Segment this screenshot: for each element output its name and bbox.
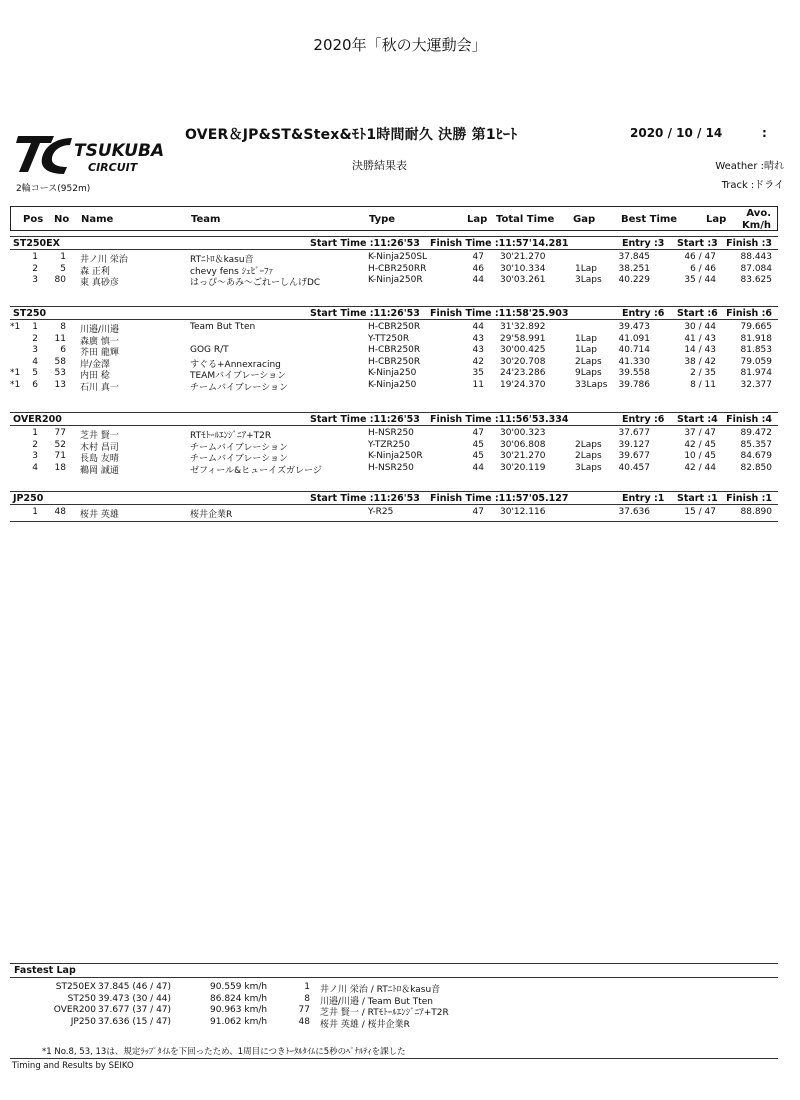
fastest-rider: 井ノ川 栄治 / RTﾆﾄﾛ＆kasu音 [320, 985, 441, 995]
table-row [10, 380, 778, 392]
cell-team: TEAMバイブレーション [190, 371, 287, 381]
cell-type: K-Ninja250SL [368, 252, 428, 262]
cell-pos: 3 [32, 451, 38, 461]
table-row [10, 357, 778, 369]
cell-pos: 2 [32, 263, 38, 274]
cell-gap: 9Laps [575, 368, 602, 378]
cell-no: 1 [60, 252, 66, 262]
cell-total-time: 30'03.261 [500, 275, 546, 285]
cell-best-lap: 41 / 43 [684, 333, 716, 344]
section-class-name: ST250 [13, 308, 47, 319]
cell-lap: 47 [472, 507, 484, 517]
cell-pos: 1 [32, 322, 38, 332]
event-date: 2020 / 10 / 14 [630, 126, 723, 140]
cell-type: H-CBR250R [368, 322, 421, 332]
cell-type: H-CBR250R [368, 345, 421, 355]
cell-avg-speed: 79.059 [740, 356, 772, 367]
cell-avg-speed: 85.357 [740, 439, 772, 450]
cell-lap: 43 [472, 333, 484, 344]
cell-best-lap: 14 / 43 [684, 345, 716, 355]
fastest-rider: 桜井 英雄 / 桜井企業R [320, 1019, 410, 1030]
cell-best-time: 41.330 [618, 356, 650, 367]
section-header [10, 236, 778, 250]
section-start-time: Start Time :11:26'53 [310, 493, 420, 504]
footer-divider [10, 1058, 778, 1059]
cell-total-time: 30'21.270 [500, 252, 546, 262]
cell-lap: 46 [472, 263, 484, 274]
cell-lap: 47 [472, 428, 484, 438]
cell-best-lap: 37 / 47 [684, 428, 716, 438]
section-class-name: JP250 [13, 493, 44, 504]
cell-type: H-CBR250RR [368, 263, 427, 274]
cell-no: 48 [54, 507, 66, 517]
section-header [10, 412, 778, 426]
cell-pos: 1 [32, 507, 38, 517]
cell-avg-speed: 79.665 [740, 322, 772, 332]
cell-total-time: 30'00.323 [500, 428, 546, 438]
cell-no: 80 [54, 275, 66, 285]
cell-lap: 45 [472, 439, 484, 450]
cell-pos: 4 [32, 462, 38, 473]
cell-total-time: 30'00.425 [500, 345, 546, 355]
cell-type: K-Ninja250R [368, 275, 423, 285]
section-start-time: Start Time :11:26'53 [310, 414, 420, 425]
cell-best-time: 40.229 [618, 275, 650, 285]
cell-total-time: 30'20.708 [500, 356, 546, 367]
cell-no: 53 [54, 368, 66, 378]
cell-total-time: 30'06.808 [500, 439, 546, 450]
section-finish-time: Finish Time :11:58'25.903 [430, 308, 569, 319]
cell-best-lap: 46 / 47 [684, 252, 716, 262]
cell-name: 芥田 龍輝 [80, 348, 119, 358]
cell-name: 鵜岡 誠通 [80, 465, 119, 476]
cell-name: 井ノ川 栄治 [80, 255, 128, 265]
section-start-time: Start Time :11:26'53 [310, 308, 420, 319]
fastest-no: 77 [298, 1005, 310, 1015]
fastest-speed: 91.062 km/h [210, 1016, 268, 1027]
fastest-rider: 芝井 賢一 / RTﾓﾄｰﾙｴﾝｼﾞﾆｱ+T2R [320, 1008, 449, 1018]
section-finish-count: Finish :1 [726, 493, 772, 504]
cell-best-lap: 35 / 44 [684, 275, 716, 285]
fastest-speed: 90.963 km/h [210, 1005, 268, 1015]
fastest-lap-row [10, 994, 778, 1006]
cell-best-time: 37.636 [618, 507, 650, 517]
col-no: No [54, 214, 70, 225]
cell-total-time: 19'24.370 [500, 379, 546, 390]
table-bottom-line [10, 521, 778, 522]
cell-pos: 6 [32, 379, 38, 390]
col-gap: Gap [573, 214, 596, 225]
date-colon: : [762, 126, 767, 140]
cell-avg-speed: 81.918 [740, 333, 772, 344]
col-name: Name [81, 214, 114, 225]
table-row [10, 428, 778, 440]
cell-best-time: 39.786 [618, 379, 650, 390]
cell-no: 8 [60, 322, 66, 332]
section-start-count: Start :3 [677, 238, 718, 249]
table-row [10, 345, 778, 357]
table-row [10, 368, 778, 380]
table-row [10, 440, 778, 452]
fastest-time: 39.473 (30 / 44) [98, 993, 172, 1004]
section-start-count: Start :4 [677, 414, 718, 425]
cell-pos: 5 [32, 368, 38, 378]
cell-team: 桜井企業R [190, 510, 233, 520]
section-finish-count: Finish :3 [726, 238, 772, 249]
section-entry-count: Entry :3 [622, 238, 665, 249]
table-row [10, 334, 778, 346]
cell-lap: 11 [472, 379, 484, 390]
section-finish-time: Finish Time :11:57'05.127 [430, 493, 569, 504]
fastest-lap-row [10, 982, 778, 994]
cell-no: 5 [60, 263, 66, 274]
fastest-class: JP250 [70, 1016, 96, 1027]
course-name: 2輪コース(952m) [16, 184, 91, 194]
col-best-lap: Lap [706, 214, 727, 225]
section-finish-count: Finish :6 [726, 308, 772, 319]
fastest-speed: 86.824 km/h [210, 993, 268, 1004]
cell-best-lap: 42 / 45 [684, 439, 716, 450]
track-info: Track :ドライ [721, 180, 784, 191]
cell-gap: 33Laps [575, 379, 608, 390]
timing-credit: Timing and Results by SEIKO [12, 1061, 134, 1071]
cell-name: 内田 稔 [80, 371, 110, 381]
cell-gap: 2Laps [575, 451, 602, 461]
cell-best-lap: 10 / 45 [684, 451, 716, 461]
cell-best-time: 38.251 [618, 263, 650, 274]
cell-type: H-NSR250 [368, 462, 414, 473]
fastest-lap-title: Fastest Lap [14, 965, 76, 976]
results-subtitle: 決勝結果表 [352, 159, 407, 172]
cell-best-time: 40.714 [618, 345, 650, 355]
cell-avg-speed: 81.974 [740, 368, 772, 378]
cell-best-time: 37.845 [618, 252, 650, 262]
cell-best-time: 40.457 [618, 462, 650, 473]
fastest-speed: 90.559 km/h [210, 982, 268, 992]
table-row [10, 252, 778, 264]
fastest-time: 37.636 (15 / 47) [98, 1016, 172, 1027]
cell-best-time: 39.677 [618, 451, 650, 461]
cell-pos: 2 [32, 439, 38, 450]
cell-best-lap: 42 / 44 [684, 462, 716, 473]
cell-type: H-CBR250R [368, 356, 421, 367]
col-total-time: Total Time [496, 214, 555, 225]
cell-no: 71 [54, 451, 66, 461]
cell-total-time: 30'10.334 [500, 263, 546, 274]
fastest-class: ST250EX [55, 982, 96, 992]
col-team: Team [191, 214, 221, 225]
cell-name: 木村 昌司 [80, 442, 119, 453]
section-finish-time: Finish Time :11:56'53.334 [430, 414, 569, 425]
cell-team: RTﾓﾄｰﾙｴﾝｼﾞﾆｱ+T2R [190, 431, 272, 441]
cell-lap: 35 [472, 368, 484, 378]
cell-avg-speed: 32.377 [740, 379, 772, 390]
cell-total-time: 30'20.119 [500, 462, 546, 473]
fastest-time: 37.677 (37 / 47) [98, 1005, 172, 1015]
cell-no: 6 [60, 345, 66, 355]
penalty-note: *1 No.8, 53, 13は、規定ﾗｯﾌﾟﾀｲﾑを下回ったため、1周目につきﾄｰﾀﾙﾀｲﾑに5秒のﾍﾟﾅﾙﾃｨを課した [42, 1047, 406, 1057]
cell-avg-speed: 83.625 [740, 275, 772, 285]
cell-team: チームバイブレーション [190, 382, 289, 393]
cell-type: K-Ninja250R [368, 451, 423, 461]
cell-gap: 2Laps [575, 439, 602, 450]
cell-gap: 1Lap [575, 263, 597, 274]
cell-best-time: 39.127 [618, 439, 650, 450]
table-row [10, 264, 778, 276]
col-pos: Pos [23, 214, 44, 225]
col-lap: Lap [467, 214, 488, 225]
section-start-time: Start Time :11:26'53 [310, 238, 420, 249]
cell-total-time: 30'21.270 [500, 451, 546, 461]
cell-name: 森 正利 [80, 266, 110, 277]
cell-avg-speed: 84.679 [740, 451, 772, 461]
cell-best-lap: 8 / 11 [690, 379, 716, 390]
cell-type: K-Ninja250 [368, 379, 417, 390]
document-title: 2020年「秋の大運動会」 [313, 36, 487, 54]
cell-pos: 4 [32, 356, 38, 367]
cell-best-time: 41.091 [618, 333, 650, 344]
cell-gap: 1Lap [575, 345, 597, 355]
logo-name: TSUKUBA [74, 141, 165, 161]
cell-gap: 3Laps [575, 275, 602, 285]
penalty-mark: *1 [10, 368, 21, 378]
section-finish-time: Finish Time :11:57'14.281 [430, 238, 569, 249]
results-table-header [10, 206, 778, 231]
cell-team: ゼフィール&ヒューイズガレージ [190, 465, 322, 476]
cell-best-lap: 2 / 35 [690, 368, 716, 378]
cell-team: chevy fens ｼｪﾋﾞｰﾌｧ [190, 266, 274, 277]
tsukuba-logo-icon [14, 130, 194, 178]
fastest-no: 1 [304, 982, 310, 992]
cell-best-lap: 15 / 47 [684, 507, 716, 517]
table-row [10, 322, 778, 334]
cell-lap: 43 [472, 345, 484, 355]
cell-name: 芝井 賢一 [80, 431, 119, 441]
cell-avg-speed: 82.850 [740, 462, 772, 473]
cell-gap: 3Laps [575, 462, 602, 473]
weather-info: Weather :晴れ [715, 161, 784, 172]
cell-no: 18 [54, 462, 66, 473]
cell-no: 52 [54, 439, 66, 450]
cell-team: チームバイブレーション [190, 454, 289, 464]
fastest-no: 48 [298, 1016, 310, 1027]
cell-team: Team But Tten [190, 322, 256, 332]
col-best-time: Best Time [621, 214, 678, 225]
cell-name: 森廣 慎一 [80, 336, 119, 347]
cell-pos: 1 [32, 428, 38, 438]
section-entry-count: Entry :6 [622, 414, 665, 425]
cell-name: 岸/金澤 [80, 359, 111, 370]
cell-best-lap: 6 / 46 [690, 263, 716, 274]
cell-lap: 44 [472, 322, 484, 332]
cell-no: 58 [54, 356, 66, 367]
col-avo: Avo. [746, 208, 771, 219]
table-row [10, 507, 778, 519]
fastest-lap-header [10, 963, 778, 978]
cell-total-time: 24'23.286 [500, 368, 546, 378]
section-start-count: Start :6 [677, 308, 718, 319]
cell-name: 石川 真一 [80, 382, 119, 393]
cell-type: Y-TT250R [368, 333, 410, 344]
section-class-name: ST250EX [13, 238, 60, 249]
penalty-mark: *1 [10, 322, 21, 332]
cell-avg-speed: 88.890 [740, 507, 772, 517]
table-row [10, 463, 778, 475]
cell-type: K-Ninja250 [368, 368, 417, 378]
cell-team: RTﾆﾄﾛ＆kasu音 [190, 255, 254, 265]
penalty-mark: *1 [10, 379, 21, 390]
cell-lap: 45 [472, 451, 484, 461]
cell-name: 長島 友晴 [80, 454, 119, 464]
cell-best-time: 37.677 [618, 428, 650, 438]
section-header [10, 306, 778, 320]
cell-lap: 44 [472, 462, 484, 473]
fastest-lap-row [10, 1005, 778, 1017]
fastest-rider: 川邉/川邉 / Team But Tten [320, 996, 433, 1007]
cell-avg-speed: 81.853 [740, 345, 772, 355]
cell-pos: 2 [32, 333, 38, 344]
section-class-name: OVER200 [13, 414, 62, 425]
cell-best-time: 39.558 [618, 368, 650, 378]
cell-no: 13 [54, 379, 66, 390]
cell-total-time: 31'32.892 [500, 322, 546, 332]
cell-avg-speed: 89.472 [740, 428, 772, 438]
cell-type: Y-R25 [368, 507, 394, 517]
cell-best-time: 39.473 [618, 322, 650, 332]
cell-lap: 44 [472, 275, 484, 285]
fastest-no: 8 [304, 993, 310, 1004]
cell-best-lap: 30 / 44 [684, 322, 716, 332]
cell-no: 11 [54, 333, 66, 344]
cell-lap: 47 [472, 252, 484, 262]
fastest-class: ST250 [67, 993, 96, 1004]
event-title: OVER＆JP&ST&Stex&ﾓﾄ1時間耐久 決勝 第1ﾋｰﾄ [185, 127, 518, 143]
section-start-count: Start :1 [677, 493, 718, 504]
table-row [10, 451, 778, 463]
section-finish-count: Finish :4 [726, 414, 772, 425]
fastest-lap-row [10, 1017, 778, 1029]
cell-no: 77 [54, 428, 66, 438]
cell-pos: 1 [32, 252, 38, 262]
cell-pos: 3 [32, 345, 38, 355]
table-row [10, 275, 778, 287]
cell-total-time: 30'12.116 [500, 507, 546, 517]
section-header [10, 491, 778, 505]
cell-name: 桜井 英雄 [80, 510, 119, 520]
cell-gap: 2Laps [575, 356, 602, 367]
fastest-class: OVER200 [53, 1005, 96, 1015]
cell-avg-speed: 87.084 [740, 263, 772, 274]
cell-name: 東 真砂彦 [80, 278, 119, 288]
cell-lap: 42 [472, 356, 484, 367]
cell-avg-speed: 88.443 [740, 252, 772, 262]
cell-type: H-NSR250 [368, 428, 414, 438]
section-entry-count: Entry :6 [622, 308, 665, 319]
col-type: Type [369, 214, 396, 225]
cell-team: すぐる+Annexracing [190, 359, 281, 370]
cell-gap: 1Lap [575, 333, 597, 344]
cell-team: GOG R/T [190, 345, 229, 355]
col-avo-unit: Km/h [742, 220, 771, 231]
cell-total-time: 29'58.991 [500, 333, 546, 344]
cell-type: Y-TZR250 [368, 439, 410, 450]
logo-sub: CIRCUIT [88, 161, 138, 174]
cell-team: チームバイブレーション [190, 442, 289, 453]
cell-pos: 3 [32, 275, 38, 285]
cell-best-lap: 38 / 42 [684, 356, 716, 367]
section-entry-count: Entry :1 [622, 493, 665, 504]
cell-team: はっぴ～あみ～ごれーしんげDC [190, 278, 321, 288]
tsukuba-circuit-logo [14, 130, 194, 178]
fastest-time: 37.845 (46 / 47) [98, 982, 172, 992]
cell-name: 川邉/川邉 [80, 325, 120, 335]
